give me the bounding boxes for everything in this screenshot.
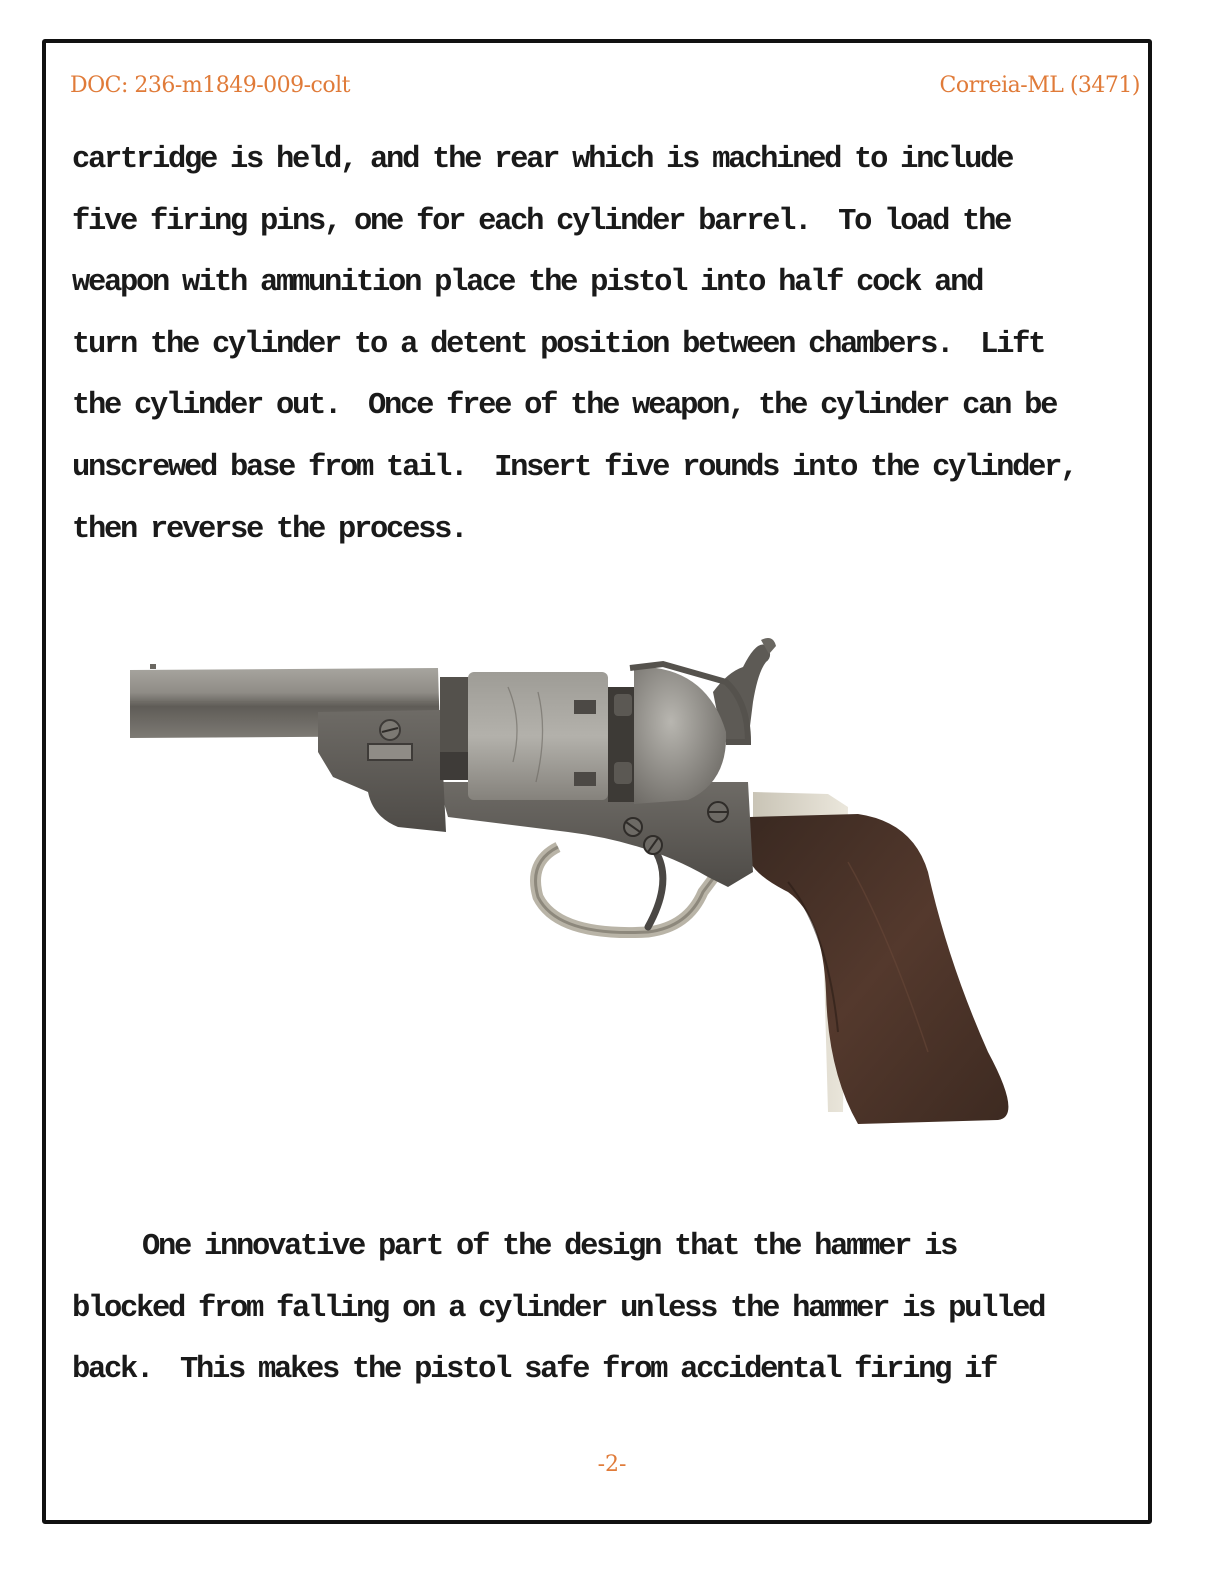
paragraph-hammer-safety: [72, 1217, 1142, 1402]
text-line: back. This makes the pistol safe from accidental firing if: [72, 1353, 997, 1388]
trigger: [648, 852, 663, 927]
paragraph-continuation: [72, 130, 1142, 561]
text-line: One innovative part of the design that the hammer is: [142, 1230, 957, 1264]
text-line: unscrewed base from tail. Insert five rounds into the cylinder,: [72, 450, 1077, 485]
author-label: Correia-ML (3471): [939, 73, 1140, 98]
cylinder-arbor: [440, 677, 470, 752]
wedge-screw: [368, 744, 412, 760]
wooden-grip: [750, 814, 1008, 1124]
text-line: weapon with ammunition place the pistol into half cock and: [72, 266, 983, 301]
revolver-illustration: [128, 632, 1038, 1137]
text-line: the cylinder out. Once free of the weapon, the cylinder can be: [72, 389, 1057, 424]
text-line: then reverse the process.: [72, 512, 467, 547]
document-id: DOC: 236-m1849-009-colt: [70, 73, 350, 98]
text-line: turn the cylinder to a detent position between chambers. Lift: [72, 327, 1045, 362]
text-line: blocked from falling on a cylinder unless the hammer is pulled: [72, 1291, 1045, 1326]
page-number: -2-: [597, 1452, 627, 1477]
revolver-image: [128, 632, 1038, 1137]
text-line: cartridge is held, and the rear which is machined to include: [72, 143, 1013, 177]
text-line: five firing pins, one for each cylinder barrel. To load the: [72, 204, 1011, 239]
